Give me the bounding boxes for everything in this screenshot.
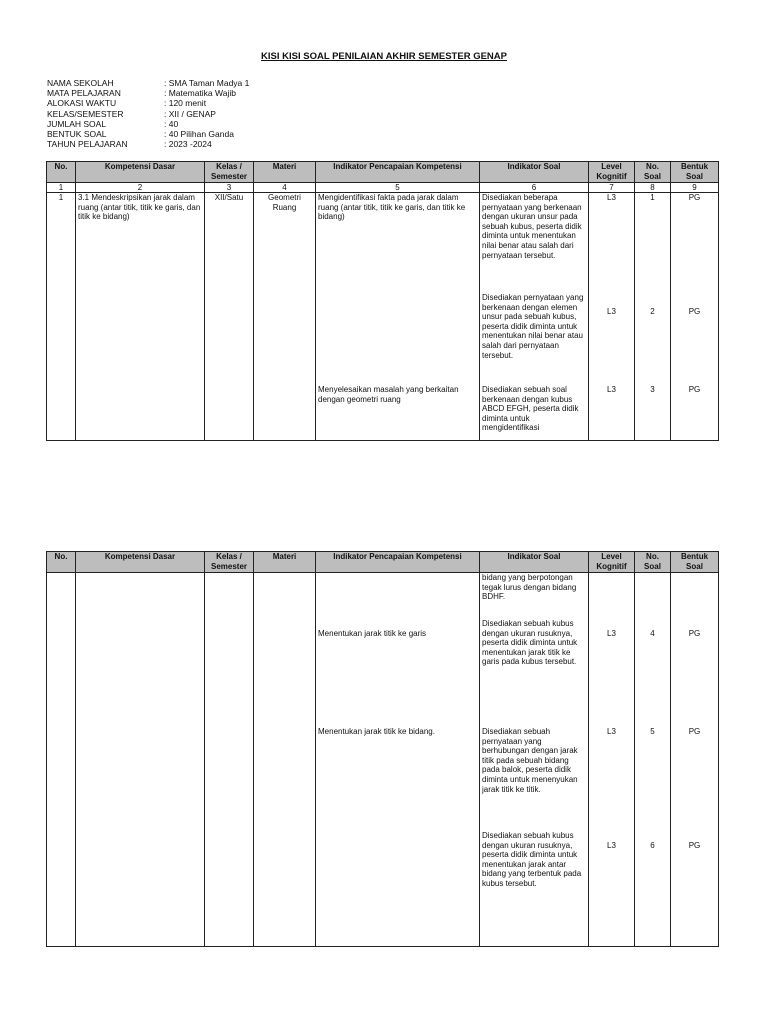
header-cell: Indikator Soal	[480, 162, 589, 183]
bentuk-soal-text: PG	[688, 727, 701, 736]
school-info	[47, 78, 249, 149]
info-row	[47, 129, 249, 139]
table-row	[47, 193, 719, 441]
indikator-soal-text: Disediakan sebuah soal berkenaan dengan kubus ABCD EFGH, peserta didik diminta untuk mengidentifikasi	[482, 385, 579, 433]
info-label: KELAS/SEMESTER	[47, 108, 124, 119]
row-number	[47, 573, 76, 947]
indikator-soal-text: Disediakan pernyataan yang berkenaan dengan elemen unsur pada sebuah kubus, peserta didik diminta untuk menentukan nilai benar atau salah dari pernyataan tersebut.	[482, 293, 584, 360]
indikator-soal-text: Disediakan sebuah kubus dengan ukuran rusuknya, peserta didik diminta untuk menentukan jarak antar bidang yang terbentuk pada kubus tersebut.	[482, 831, 582, 888]
header-cell: Level Kognitif	[589, 552, 635, 573]
header-cell: Bentuk Soal	[671, 162, 719, 183]
header-cell: Kompetensi Dasar	[76, 552, 205, 573]
header-cell: Indikator Pencapaian Kompetensi	[316, 552, 480, 573]
info-label: JUMLAH SOAL	[47, 118, 107, 129]
column-number: 8	[635, 183, 671, 193]
kisi-kisi-table-page-2	[46, 551, 719, 947]
ipk-text: Menentukan jarak titik ke bidang.	[318, 727, 435, 736]
info-row	[47, 109, 249, 119]
bentuk-soal-text: PG	[688, 629, 701, 638]
level-text: L3	[607, 193, 616, 202]
info-value: : 2023 -2024	[164, 139, 212, 150]
column-number: 2	[76, 183, 205, 193]
level-kognitif-cell	[589, 193, 635, 441]
info-value: : Matematika Wajib	[164, 88, 236, 99]
indikator-soal-text: bidang yang berpotongan tegak lurus dengan bidang BDHF.	[482, 573, 577, 602]
kompetensi-dasar-cell	[76, 573, 205, 947]
no-soal-text: 2	[650, 307, 655, 316]
header-cell: No.	[47, 162, 76, 183]
info-row	[47, 98, 249, 108]
header-row	[47, 552, 719, 573]
indikator-soal-text: Disediakan sebuah pernyataan yang berhubungan dengan jarak titik pada sebuah bidang pada balok, peserta didik diminta untuk menenyukan jarak titik ke titik.	[482, 727, 578, 794]
header-cell: Level Kognitif	[589, 162, 635, 183]
column-number: 7	[589, 183, 635, 193]
info-label: ALOKASI WAKTU	[47, 98, 117, 109]
header-cell: Indikator Pencapaian Kompetensi	[316, 162, 480, 183]
ipk-text: Menyelesaikan masalah yang berkaitan dengan geometri ruang	[318, 385, 459, 404]
bentuk-soal-text: PG	[688, 385, 701, 394]
header-cell: Bentuk Soal	[671, 552, 719, 573]
column-number: 1	[47, 183, 76, 193]
materi-cell	[254, 573, 316, 947]
no-soal-text: 4	[650, 629, 655, 638]
header-cell: Indikator Soal	[480, 552, 589, 573]
ipk-text: Mengidentifikasi fakta pada jarak dalam ruang (antar titik, titik ke garis, dan titik ke bidang)	[318, 193, 466, 222]
kompetensi-dasar-cell: 3.1 Mendeskripsikan jarak dalam ruang (antar titik, titik ke garis, dan titik ke bidang)	[76, 193, 205, 441]
info-value: : 40	[164, 118, 179, 129]
materi-cell: Geometri Ruang	[254, 193, 316, 441]
no-soal-text: 1	[650, 193, 655, 202]
header-cell: Materi	[254, 552, 316, 573]
info-row	[47, 88, 249, 98]
bentuk-soal-text: PG	[688, 307, 701, 316]
column-number: 6	[480, 183, 589, 193]
info-row	[47, 119, 249, 129]
info-value: : 40 Pilihan Ganda	[164, 129, 234, 140]
kelas-semester-cell	[205, 573, 254, 947]
row-number: 1	[47, 193, 76, 441]
bentuk-soal-text: PG	[688, 841, 701, 850]
column-number: 9	[671, 183, 719, 193]
kelas-semester-cell: XII/Satu	[205, 193, 254, 441]
indikator-soal-text: Disediakan beberapa pernyataan yang berkenaan dengan ukuran unsur pada sebuah kubus, peserta didik diminta untuk menentukan nilai benar atau salah dari pernyataan tersebut.	[482, 193, 582, 260]
bentuk-soal-cell	[671, 573, 719, 947]
level-text: L3	[607, 629, 616, 638]
column-number: 5	[316, 183, 480, 193]
level-text: L3	[607, 727, 616, 736]
ipk-text: Menentukan jarak titik ke garis	[318, 629, 427, 638]
info-label: NAMA SEKOLAH	[47, 78, 114, 88]
header-cell: No.	[47, 552, 76, 573]
no-soal-cell	[635, 573, 671, 947]
indikator-soal-cell	[480, 193, 589, 441]
bentuk-soal-cell	[671, 193, 719, 441]
level-kognitif-cell	[589, 573, 635, 947]
info-label: TAHUN PELAJARAN	[47, 139, 128, 150]
header-cell: Kelas / Semester	[205, 552, 254, 573]
ipk-cell	[316, 193, 480, 441]
kisi-kisi-table-page-1	[46, 161, 719, 441]
info-row	[47, 139, 249, 149]
no-soal-cell	[635, 193, 671, 441]
table-row	[47, 573, 719, 947]
level-text: L3	[607, 841, 616, 850]
ipk-cell	[316, 573, 480, 947]
header-cell: No. Soal	[635, 552, 671, 573]
level-text: L3	[607, 385, 616, 394]
info-value: : SMA Taman Madya 1	[164, 78, 250, 88]
info-label: MATA PELAJARAN	[47, 88, 121, 99]
column-number: 3	[205, 183, 254, 193]
header-cell: Materi	[254, 162, 316, 183]
no-soal-text: 6	[650, 841, 655, 850]
header-row	[47, 162, 719, 183]
column-number: 4	[254, 183, 316, 193]
no-soal-text: 5	[650, 727, 655, 736]
bentuk-soal-text: PG	[688, 193, 701, 202]
column-number-row	[47, 183, 719, 193]
info-row	[47, 78, 249, 88]
indikator-soal-cell	[480, 573, 589, 947]
info-value: : XII / GENAP	[164, 108, 216, 119]
no-soal-text: 3	[650, 385, 655, 394]
header-cell: Kelas / Semester	[205, 162, 254, 183]
document-title: KISI KISI SOAL PENILAIAN AKHIR SEMESTER GENAP	[261, 51, 507, 62]
indikator-soal-text: Disediakan sebuah kubus dengan ukuran rusuknya, peserta didik diminta untuk menentukan jarak titik ke garis pada kubus tersebut.	[482, 619, 578, 667]
level-text: L3	[607, 307, 616, 316]
header-cell: Kompetensi Dasar	[76, 162, 205, 183]
info-value: : 120 menit	[164, 98, 207, 109]
header-cell: No. Soal	[635, 162, 671, 183]
info-label: BENTUK SOAL	[47, 129, 107, 140]
